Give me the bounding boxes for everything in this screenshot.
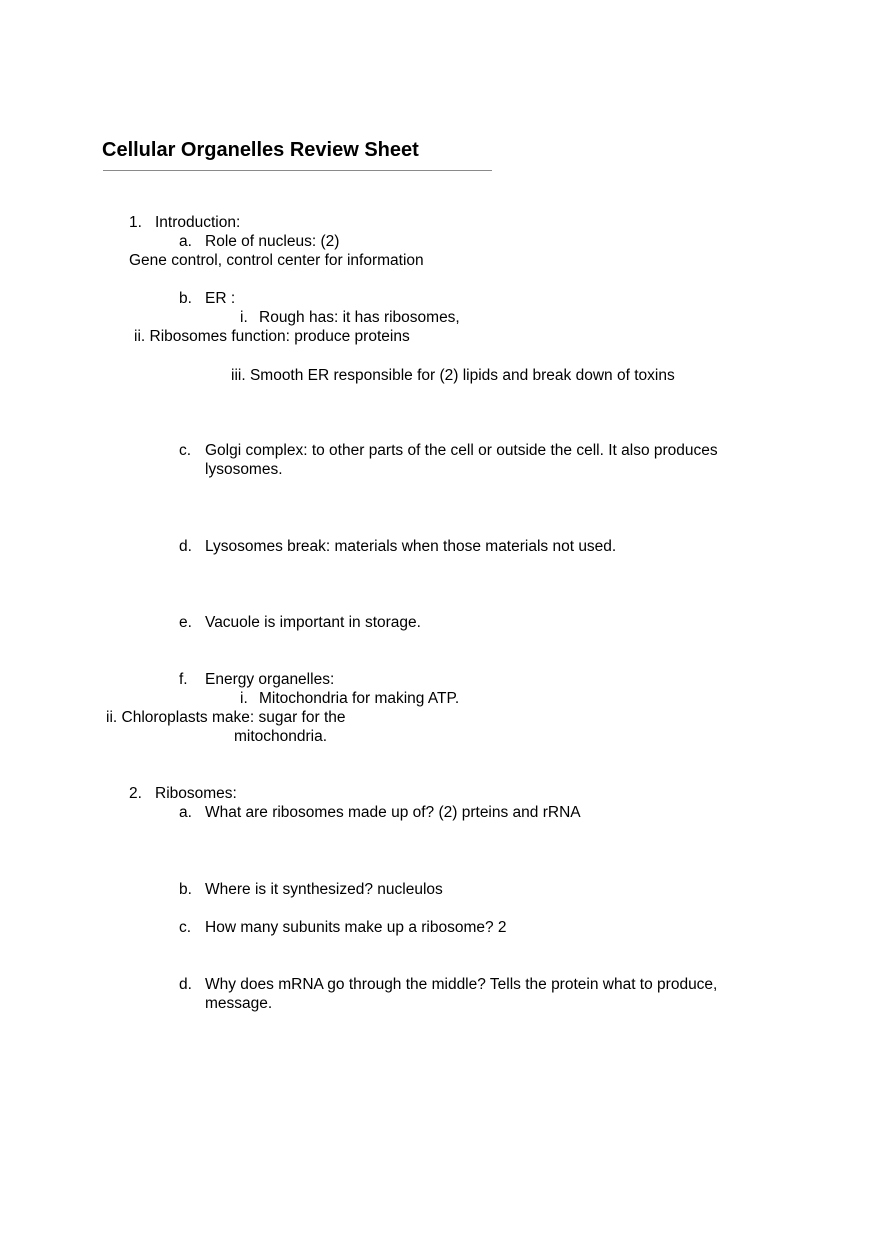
title-underline xyxy=(103,170,492,171)
item-1c-text: Golgi complex: to other parts of the cell or outside the cell. It also produces lysosomes. xyxy=(205,442,718,478)
item-2c-marker: c. xyxy=(179,919,192,936)
section-1-marker: 1. xyxy=(129,214,142,231)
item-1b-marker: b. xyxy=(179,290,192,307)
item-2a-text: What are ribosomes made up of? (2) prteins and rRNA xyxy=(205,804,581,821)
item-1f-ii-text: ii. Chloroplasts make: sugar for the xyxy=(106,709,346,726)
document-title: Cellular Organelles Review Sheet xyxy=(102,139,419,161)
item-1f-marker: f. xyxy=(179,671,188,688)
item-1a-note: Gene control, control center for information xyxy=(129,252,424,269)
item-1b-ii-text: ii. Ribosomes function: produce proteins xyxy=(134,328,410,345)
item-1b-i-marker: i. xyxy=(240,309,248,326)
item-1f-text: Energy organelles: xyxy=(205,671,335,688)
section-1-heading: Introduction: xyxy=(155,214,241,231)
item-1d-text: Lysosomes break: materials when those materials not used. xyxy=(205,538,617,555)
item-2d-marker: d. xyxy=(179,976,192,993)
item-1e-text: Vacuole is important in storage. xyxy=(205,614,421,631)
item-1b-i-text: Rough has: it has ribosomes, xyxy=(259,309,460,326)
item-1f-i-marker: i. xyxy=(240,690,248,707)
item-1d-marker: d. xyxy=(179,538,192,555)
item-1b-text: ER : xyxy=(205,290,236,307)
item-2c-text: How many subunits make up a ribosome? 2 xyxy=(205,919,507,936)
item-1a-marker: a. xyxy=(179,233,192,250)
item-1f-ii-continuation: mitochondria. xyxy=(234,728,328,745)
item-2d-text: Why does mRNA go through the middle? Tells the protein what to produce, message. xyxy=(205,976,718,1012)
item-2b-marker: b. xyxy=(179,881,192,898)
item-1e-marker: e. xyxy=(179,614,192,631)
section-2-marker: 2. xyxy=(129,785,142,802)
item-1b-iii-text: iii. Smooth ER responsible for (2) lipids and break down of toxins xyxy=(231,367,675,384)
item-1f-i-text: Mitochondria for making ATP. xyxy=(259,690,460,707)
item-2b-text: Where is it synthesized? nucleulos xyxy=(205,881,443,898)
item-1a-text: Role of nucleus: (2) xyxy=(205,233,340,250)
item-2a-marker: a. xyxy=(179,804,192,821)
item-1c-marker: c. xyxy=(179,442,192,459)
section-2-heading: Ribosomes: xyxy=(155,785,237,802)
